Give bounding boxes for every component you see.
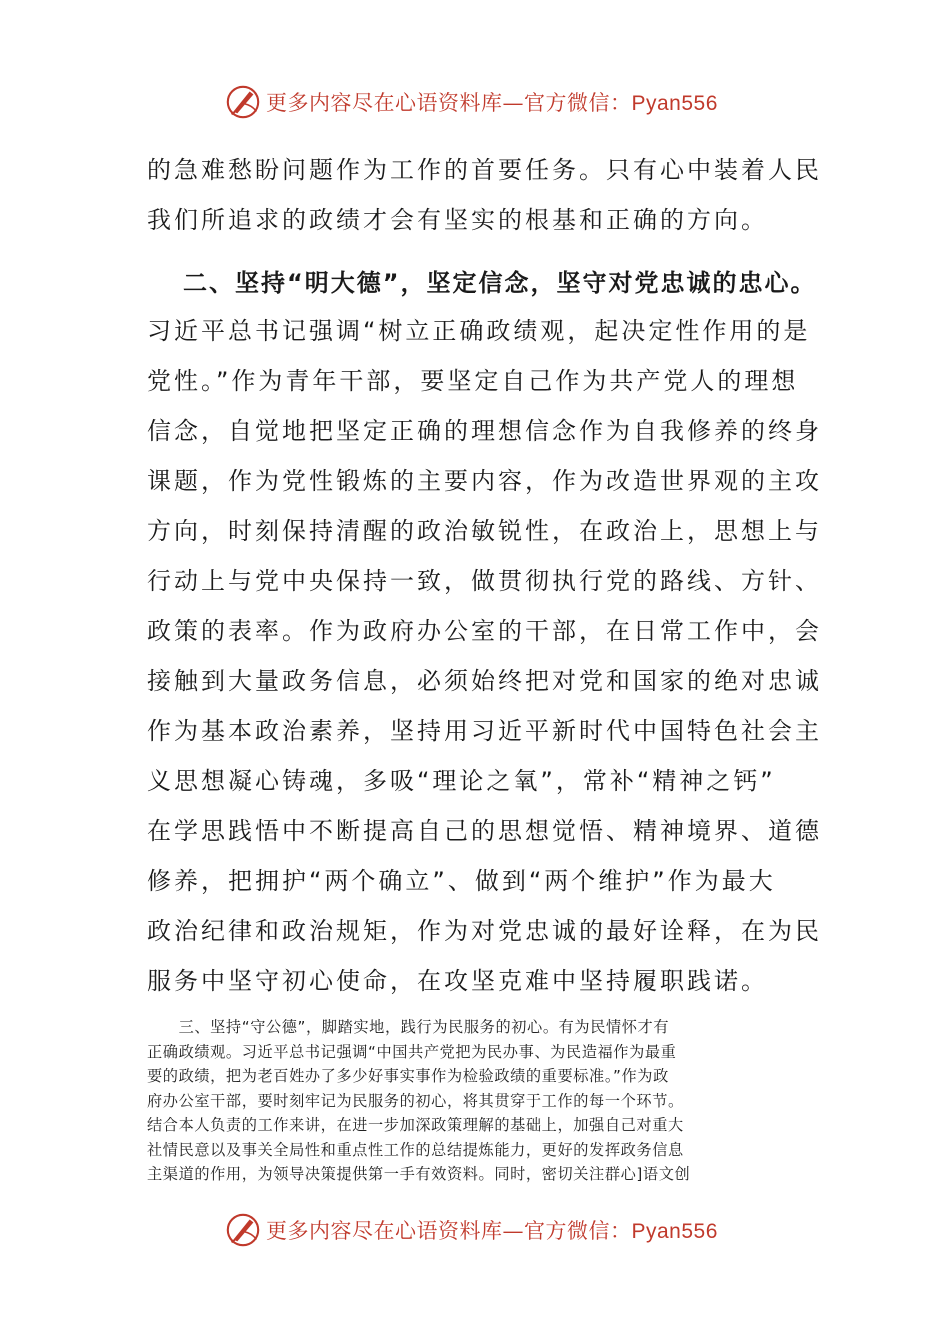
text-line: 方向，时刻保持清醒的政治敏锐性，在政治上，思想上与 bbox=[147, 517, 822, 545]
intro-paragraph bbox=[147, 145, 827, 245]
text-line: 的急难愁盼问题作为工作的首要任务。只有心中装着人民 bbox=[147, 156, 822, 184]
text-line: 政治纪律和政治规矩，作为对党忠诚的最好诠释，在为民 bbox=[147, 917, 822, 945]
text-line: 义思想凝心铸魂，多吸“理论之氧”，常补“精神之钙” bbox=[147, 767, 776, 795]
text-line: 政策的表率。作为政府办公室的干部，在日常工作中，会 bbox=[147, 617, 822, 645]
section-heading: 二、坚持“明大德”，坚定信念，坚守对党忠诚的忠心。 bbox=[183, 269, 817, 297]
text-line: 要的政绩，把为老百姓办了多少好事实事作为检验政绩的重要标准。”作为政 bbox=[147, 1067, 669, 1085]
header-banner bbox=[224, 82, 744, 122]
text-line: 主渠道的作用，为领导决策提供第一手有效资料。同时，密切关注群心]语文创 bbox=[147, 1165, 691, 1183]
text-line: 作为基本政治素养，坚持用习近平新时代中国特色社会主 bbox=[147, 717, 822, 745]
quill-pen-icon bbox=[224, 83, 262, 121]
text-line: 府办公室干部，要时刻牢记为民服务的初心，将其贯穿于工作的每一个环节。 bbox=[147, 1091, 684, 1110]
footer-banner bbox=[224, 1210, 744, 1250]
text-line: 正确政绩观。习近平总书记强调“中国共产党把为民办事、为民造福作为最重 bbox=[147, 1042, 677, 1061]
section3-paragraph bbox=[147, 1015, 817, 1187]
banner-wechat-id: Pyan556 bbox=[631, 1220, 718, 1243]
banner-wechat-id: Pyan556 bbox=[631, 92, 718, 115]
banner-slogan: 更多内容尽在心语资料库—官方微信： bbox=[266, 91, 632, 115]
text-line: 我们所追求的政绩才会有坚实的根基和正确的方向。 bbox=[147, 206, 768, 234]
text-line: 习近平总书记强调“树立正确政绩观，起决定性作用的是 bbox=[147, 317, 811, 345]
banner-text bbox=[266, 1215, 718, 1245]
text-line: 接触到大量政务信息，必须始终把对党和国家的绝对忠诚 bbox=[147, 667, 822, 695]
section2-paragraph bbox=[147, 306, 827, 1006]
text-line: 修养，把拥护“两个确立”、做到“两个维护”作为最大 bbox=[147, 867, 776, 895]
text-line: 在学思践悟中不断提高自己的思想觉悟、精神境界、道德 bbox=[147, 817, 822, 845]
quill-pen-icon bbox=[224, 1211, 262, 1249]
text-line: 课题，作为党性锻炼的主要内容，作为改造世界观的主攻 bbox=[147, 467, 822, 495]
text-line: 三、坚持“守公德”，脚踏实地，践行为民服务的初心。有为民情怀才有 bbox=[147, 1018, 670, 1036]
banner-slogan: 更多内容尽在心语资料库—官方微信： bbox=[266, 1219, 632, 1243]
banner-text bbox=[266, 87, 718, 117]
text-line: 行动上与党中央保持一致，做贯彻执行党的路线、方针、 bbox=[147, 567, 822, 595]
text-line: 信念，自觉地把坚定正确的理想信念作为自我修养的终身 bbox=[147, 417, 822, 445]
text-line: 结合本人负责的工作来讲，在进一步加深政策理解的基础上，加强自己对重大 bbox=[147, 1116, 684, 1134]
text-line: 党性。”作为青年干部，要坚定自己作为共产党人的理想 bbox=[147, 367, 799, 395]
text-line: 社情民意以及事关全局性和重点性工作的总结提炼能力，更好的发挥政务信息 bbox=[147, 1140, 684, 1159]
text-line: 服务中坚守初心使命，在攻坚克难中坚持履职践诺。 bbox=[147, 967, 768, 995]
